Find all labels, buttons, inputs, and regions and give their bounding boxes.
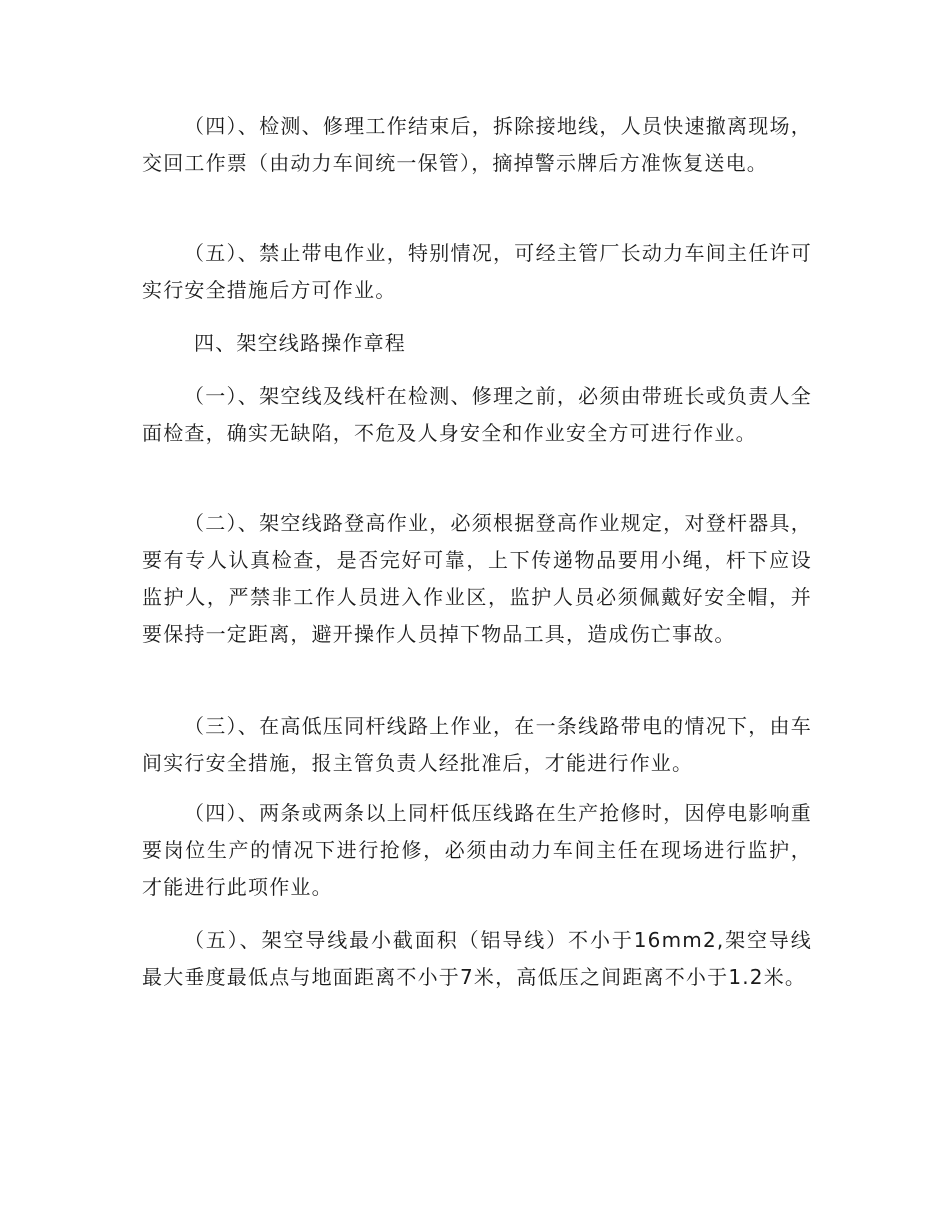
paragraph-conductor-specs: （五）、架空导线最小截面积（铝导线）不小于16mm2,架空导线最大垂度最低点与地面距离不小于7米，高低压之间距离不小于1.2米。 [142, 928, 812, 989]
paragraph-pre-inspection: （一）、架空线及线杆在检测、修理之前，必须由带班长或负责人全面检查，确实无缺陷，不危及人身安全和作业安全方可进行作业。 [142, 384, 812, 445]
section-heading-overhead-lines: 四、架空线路操作章程 [194, 331, 406, 355]
paragraph-climbing-work: （二）、架空线路登高作业，必须根据登高作业规定，对登杆器具，要有专人认真检查，是否完好可靠，上下传递物品要用小绳，杆下应设监护人，严禁非工作人员进入作业区，监护人员必须佩戴好安全帽，并要保持一定距离，避开操作人员掉下物品工具，造成伤亡事故。 [142, 511, 812, 646]
paragraph-live-work-ban: （五）、禁止带电作业，特别情况，可经主管厂长动力车间主任许可实行安全措施后方可作业。 [142, 241, 812, 302]
paragraph-post-repair-procedure: （四）、检测、修理工作结束后，拆除接地线，人员快速撤离现场，交回工作票（由动力车间统一保管），摘掉警示牌后方准恢复送电。 [142, 114, 812, 175]
paragraph-shared-pole-work: （三）、在高低压同杆线路上作业，在一条线路带电的情况下，由车间实行安全措施，报主管负责人经批准后，才能进行作业。 [142, 714, 812, 775]
paragraph-emergency-repair: （四）、两条或两条以上同杆低压线路在生产抢修时，因停电影响重要岗位生产的情况下进行抢修，必须由动力车间主任在现场进行监护，才能进行此项作业。 [142, 801, 812, 899]
